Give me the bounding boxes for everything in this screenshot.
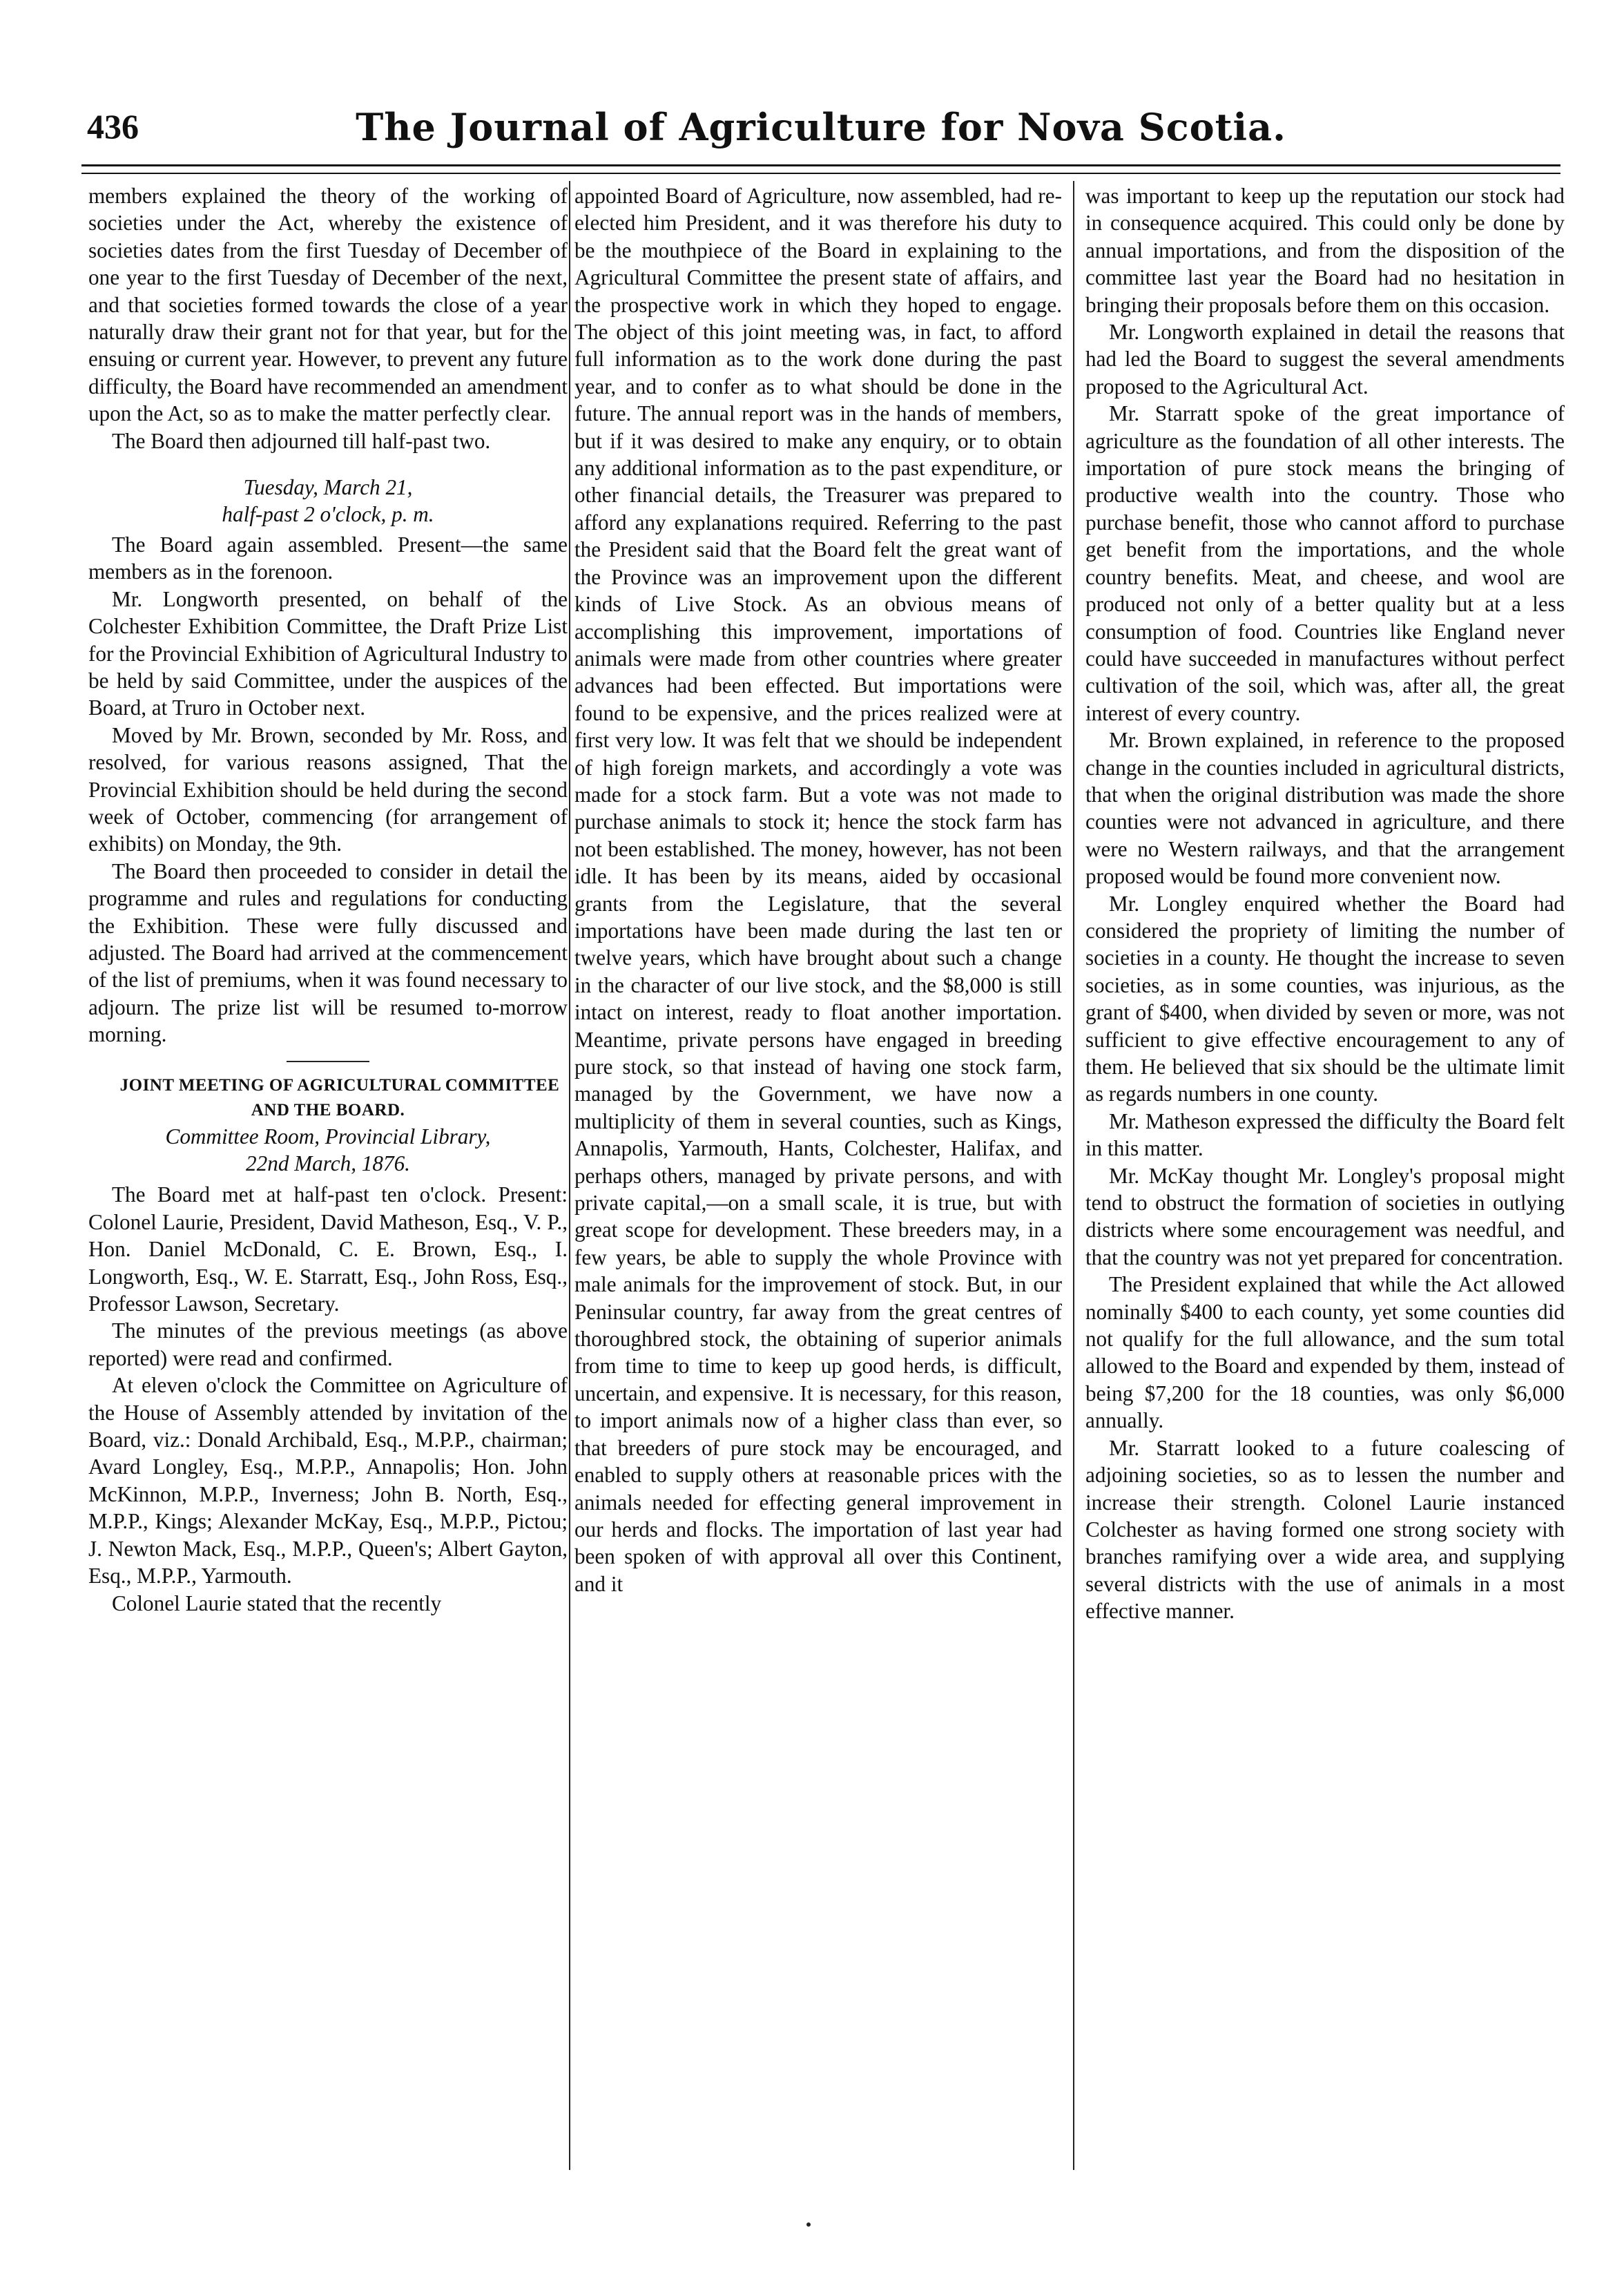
paragraph: The President explained that while the Act allowed nominally $400 to each county, yet some counties did not qualify for the full allowance, and the sum total allowed to the Board and expended by them, instead of being $7,200 for the 18 counties, was only $6,000 annually. [1085, 1272, 1565, 1433]
meeting-date: 22nd March, 1876. [246, 1151, 410, 1175]
page-number: 436 [87, 107, 139, 146]
header-rule-top [81, 164, 1560, 166]
paragraph: Mr. Longworth explained in detail the reasons that had led the Board to suggest the several amendments proposed to the Agricultural Act. [1085, 320, 1565, 398]
paragraph: At eleven o'clock the Committee on Agriculture of the House of Assembly attended by invitation of the Board, viz.: Donald Archibald, Esq., M.P.P., chairman; Avard Longley, Esq., M.P.P., Annapolis; Hon. John McKinnon, M.P.P., Inverness; John B. North, Esq., M.P.P., Kings; Alexander McKay, Esq., M.P.P., Pictou; J. Newton Mack, Esq., M.P.P., Queen's; Albert Gayton, Esq., M.P.P., Yarmouth. [88, 1373, 568, 1588]
section-divider [287, 1061, 369, 1062]
column-divider-1 [569, 181, 570, 2170]
paragraph: members explained the theory of the working of societies under the Act, whereby the existence of societies dates from the first Tuesday of December of one year to the first Tuesday of December of the next, and that societies formed towards the close of a year naturally draw their grant not for that year, but for the ensuing or current year. However, to prevent any future difficulty, the Board have recommended an amendment upon the Act, so as to make the matter perfectly clear. [88, 184, 568, 426]
dateline-time: half-past 2 o'clock, p. m. [222, 502, 434, 527]
paragraph: The Board met at half-past ten o'clock. Present: Colonel Laurie, President, David Matheson, Esq., V. P., Hon. Daniel McDonald, C. E. Brown, Esq., I. Longworth, Esq., W. E. Starratt, Esq., John Ross, Esq., Professor Lawson, Secretary. [88, 1182, 568, 1316]
page-header [81, 102, 1560, 157]
paragraph: The Board then proceeded to consider in detail the programme and rules and regulations for conducting the Exhibition. These were fully discussed and adjusted. The Board had arrived at the commencement of the list of premiums, when it was found necessary to adjourn. The prize list will be resumed to-morrow morning. [88, 858, 568, 1047]
paragraph: The Board again assembled. Present—the same members as in the forenoon. [88, 532, 568, 584]
paragraph: appointed Board of Agriculture, now assembled, had re-elected him President, and it was therefore his duty to be the mouthpiece of the Board in explaining to the Agricultural Committee the present state of affairs, and the prospective work in which they hoped to engage. The object of this joint meeting was, in fact, to afford full information as to the work done during the past year, and to confer as to what should be done in the future. The annual report was in the hands of members, but if it was desired to make any enquiry, or to obtain any additional information as to the past expenditure, or other financial details, the Treasurer was prepared to afford any explanations required. Referring to the past the President said that the Board felt the great want of the Province was an improvement upon the different kinds of Live Stock. As an obvious means of accomplishing this improvement, importations of animals were made from other countries where greater advances had been effected. But importations were found to be expensive, and the prices realized were at first very low. It was felt that we should be independent of high foreign markets, and accordingly a vote was made for a stock farm. But a vote was not made to purchase animals to stock it; hence the stock farm has not been established. The money, however, has not been idle. It has been by its means, aided by occasional grants from the Legislature, that the several importations have been made during the last ten or twelve years, which have brought about such a change in the character of our live stock, and the $8,000 is still intact on interest, ready to float another importation. Meantime, private persons have engaged in breeding pure stock, so that instead of having one stock farm, managed by the Government, we have now a multiplicity of them in several counties, such as Kings, Annapolis, Yarmouth, Hants, Colchester, Halifax, and perhaps others, managed by private persons, and with private capital,—on a small scale, it is true, but with great scope for development. These breeders may, in a few years, be able to supply the whole Province with male animals for the improvement of stock. But, in our Peninsular country, far away from the great centres of thoroughbred stock, the obtaining of superior animals from time to time to keep up good herds, is difficult, uncertain, and expensive. It is necessary, for this reason, to import animals now of a higher class than ever, so that breeders of pure stock may be encouraged, and enabled to supply others at reasonable prices with the animals needed for effecting general improvement in our herds and flocks. The importation of last year had been spoken of with approval all over this Continent, and it [574, 184, 1062, 1596]
column-divider-2 [1073, 181, 1074, 2170]
paragraph: Mr. Matheson expressed the difficulty the Board felt in this matter. [1085, 1108, 1565, 1161]
column-2 [574, 182, 1062, 1597]
paragraph: Moved by Mr. Brown, seconded by Mr. Ross, and resolved, for various reasons assigned, That the Provincial Exhibition should be held during the second week of October, commencing (for arrangement of exhibits) on Monday, the 9th. [88, 722, 568, 856]
section-heading: JOINT MEETING OF AGRICULTURAL COMMITTEE AND THE BOARD. [119, 1075, 560, 1120]
dateline [88, 474, 568, 528]
journal-title: The Journal of Agriculture for Nova Scotia. [356, 105, 1286, 149]
header-rule-bottom [81, 173, 1560, 174]
page-end-mark [806, 2222, 811, 2227]
meeting-place: Committee Room, Provincial Library, [165, 1124, 491, 1149]
paragraph: Mr. McKay thought Mr. Longley's proposal might tend to obstruct the formation of societies in outlying districts where some encouragement was needful, and that the country was not yet prepared for concentration. [1085, 1163, 1565, 1269]
meeting-location [88, 1123, 568, 1178]
column-3 [1085, 182, 1565, 1625]
column-1 [88, 182, 568, 1617]
paragraph: Mr. Brown explained, in reference to the proposed change in the counties included in agricultural districts, that when the original distribution was made the shore counties were not advanced in agriculture, and there were no Western railways, and that the arrangement proposed would be found more convenient now. [1085, 728, 1565, 889]
paragraph: The minutes of the previous meetings (as above reported) were read and confirmed. [88, 1318, 568, 1370]
paragraph: Mr. Starratt spoke of the great importance of agriculture as the foundation of all other interests. The importation of pure stock means the bringing of productive wealth into the country. Those who purchase benefit, those who cannot afford to purchase get benefit from the importations, and the whole country benefits. Meat, and cheese, and wool are produced not only of a better quality but at a less consumption of food. Countries like England never could have succeeded in manufactures without perfect cultivation of the soil, which was, after all, the great interest of every country. [1085, 401, 1565, 725]
dateline-day: Tuesday, March 21, [243, 475, 413, 500]
paragraph: was important to keep up the reputation our stock had in consequence acquired. This could only be done by annual importations, and from the disposition of the committee last year the Board had no hesitation in bringing their proposals before them on this occasion. [1085, 184, 1565, 317]
paragraph: Colonel Laurie stated that the recently [112, 1591, 442, 1615]
paragraph: Mr. Longworth presented, on behalf of the Colchester Exhibition Committee, the Draft Prize List for the Provincial Exhibition of Agricultural Industry to be held by said Committee, under the auspices of the Board, at Truro in October next. [88, 586, 568, 720]
paragraph: Mr. Longley enquired whether the Board had considered the propriety of limiting the number of societies in a county. He thought the increase to seven societies, as in some counties, was injurious, as the grant of $400, when divided by seven or more, was not sufficient to give effective encouragement to any of them. He believed that six should be the ultimate limit as regards numbers in one county. [1085, 891, 1565, 1106]
paragraph: The Board then adjourned till half-past two. [112, 428, 491, 453]
paragraph: Mr. Starratt looked to a future coalescing of adjoining societies, so as to lessen the number and increase their strength. Colonel Laurie instanced Colchester as having formed one strong society with branches ramifying over a wide area, and supplying several districts with the use of animals in a most effective manner. [1085, 1435, 1565, 1624]
